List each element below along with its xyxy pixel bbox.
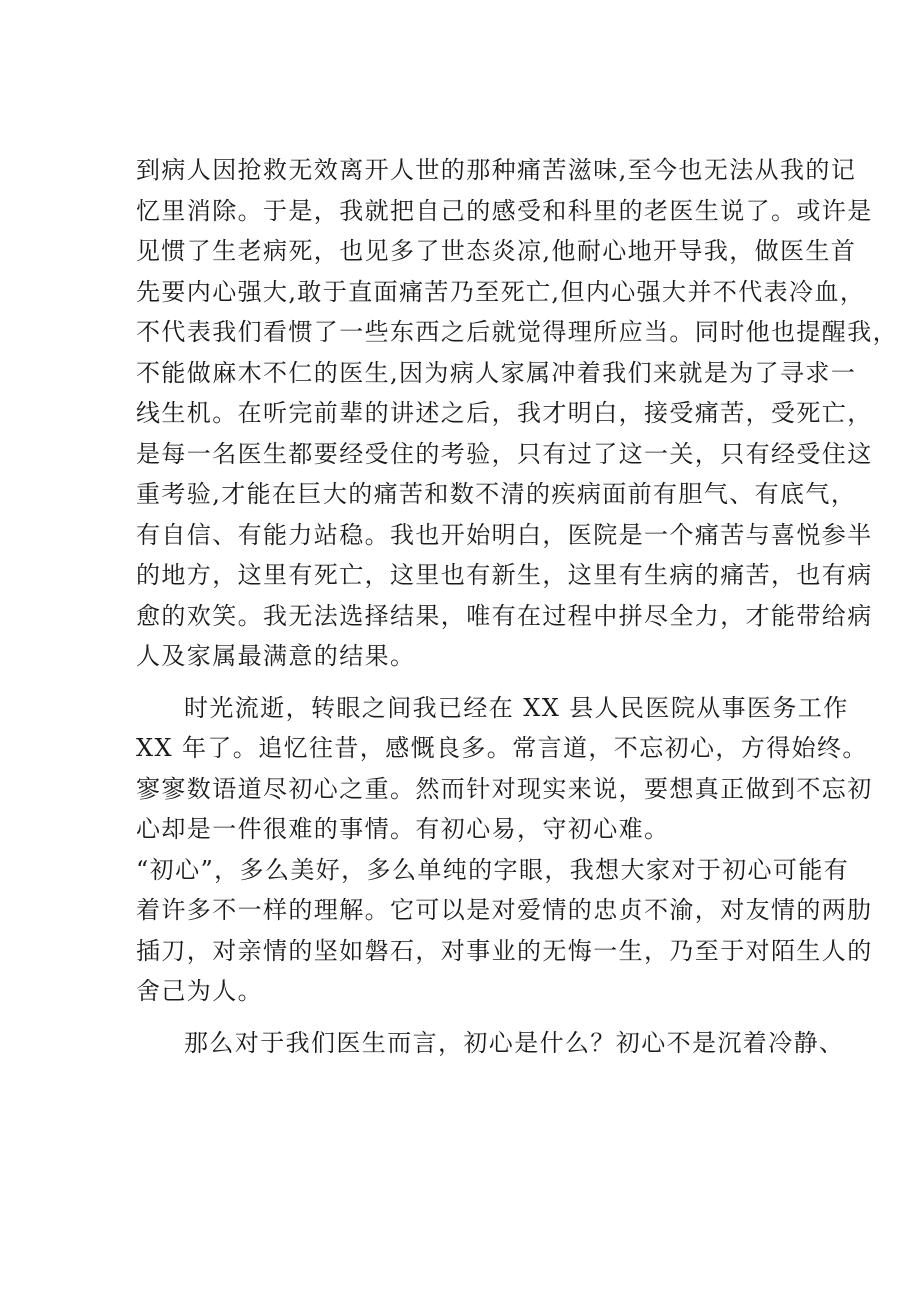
text-line: 人及家属最满意的结果。 (136, 642, 416, 670)
text-line: 线生机。在听完前辈的讲述之后，我才明白，接受痛苦，受死亡， (136, 399, 873, 427)
text-line: 着许多不一样的理解。它可以是对爱情的忠贞不渝，对友情的两肋 (136, 896, 873, 924)
document-body (136, 150, 898, 1063)
text-line: 有自信、有能力站稳。我也开始明白，医院是一个痛苦与喜悦参半 (136, 520, 873, 549)
text-line: 不代表我们看惯了一些东西之后就觉得理所应当。同时他也提醒我， (136, 318, 898, 346)
text-line: 愈的欢笑。我无法选择结果，唯有在过程中拼尽全力，才能带给病 (136, 601, 873, 630)
paragraph-spacing (136, 1012, 800, 1023)
text-line: 心却是一件很难的事情。有初心易，守初心难。 (136, 815, 670, 843)
text-line: 到病人因抢救无效离开人世的那种痛苦滋味,至今也无法从我的记 (136, 156, 857, 184)
text-line: 插刀，对亲情的坚如磐石，对事业的无悔一生，乃至于对陌生人的 (136, 936, 873, 965)
text-line: 那么对于我们医生而言，初心是什么？初心不是沉着冷静、 (184, 1028, 845, 1057)
paragraph-1 (136, 150, 898, 677)
text-line: 寥寥数语道尽初心之重。然而针对现实来说，要想真正做到不忘初 (136, 774, 873, 803)
text-line: 舍己为人。 (136, 977, 263, 1005)
paragraph-spacing (136, 677, 800, 688)
paragraph-4 (136, 1023, 845, 1064)
paragraph-2 (136, 688, 873, 850)
text-line: 重考验,才能在巨大的痛苦和数不清的疾病面前有胆气、有底气， (136, 480, 857, 508)
text-line: 不能做麻木不仁的医生,因为病人家属冲着我们来就是为了寻求一 (136, 358, 857, 387)
paragraph-3 (136, 850, 873, 1012)
text-line: 时光流逝，转眼之间我已经在 XX 县人民医院从事医务工作 (184, 693, 849, 722)
text-line: XX 年了。追忆往昔，感慨良多。常言道，不忘初心，方得始终。 (136, 734, 868, 762)
text-line: 的地方，这里有死亡，这里也有新生，这里有生病的痛苦，也有病 (136, 561, 873, 589)
text-line: 先要内心强大,敢于直面痛苦乃至死亡,但内心强大并不代表冷血， (136, 277, 866, 306)
text-line: 忆里消除。于是，我就把自己的感受和科里的老医生说了。或许是 (136, 196, 873, 225)
text-line: 见惯了生老病死，也见多了世态炎凉,他耐心地开导我，做医生首 (136, 237, 857, 265)
text-line: “初心”，多么美好，多么单纯的字眼，我想大家对于初心可能有 (136, 855, 850, 884)
text-line: 是每一名医生都要经受住的考验，只有过了这一关，只有经受住这 (136, 439, 873, 468)
